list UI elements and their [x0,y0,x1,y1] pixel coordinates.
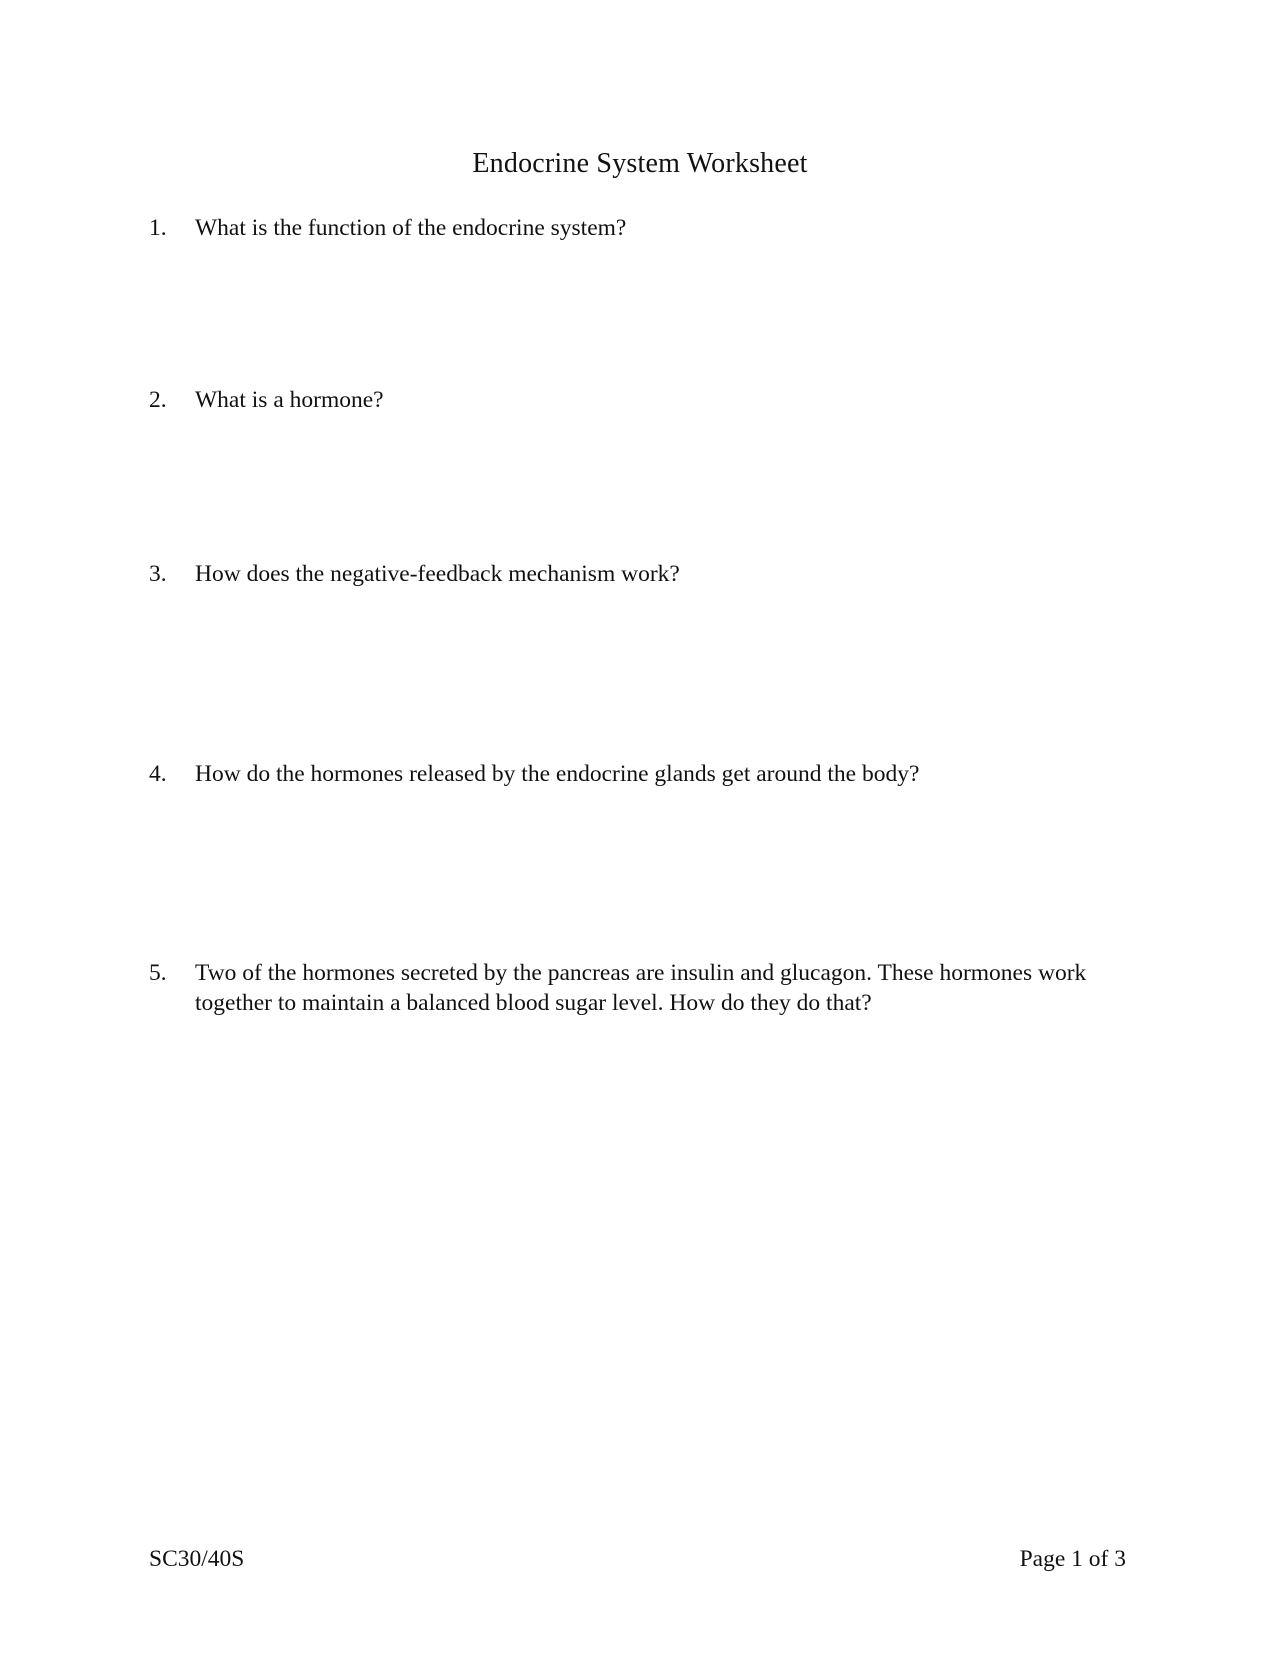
page-number: Page 1 of 3 [1019,1546,1126,1572]
question-item [149,559,1109,589]
question-text: How do the hormones released by the endocrine glands get around the body? [195,761,920,787]
question-text: What is the function of the endocrine system? [195,215,627,241]
page-title: Endocrine System Worksheet [472,148,808,179]
question-text: How does the negative-feedback mechanism work? [195,561,680,587]
course-code: SC30/40S [149,1546,245,1572]
question-text: Two of the hormones secreted by the pancreas are insulin and glucagon. These hormones work together to maintain a balanced blood sugar level. How do they do that? [195,960,1087,1016]
question-number: 2. [149,387,167,413]
question-item [149,385,1109,415]
question-number: 5. [149,960,167,986]
question-item [149,958,1109,1018]
question-number: 4. [149,761,167,787]
question-item [149,759,1109,789]
question-item [149,213,1109,243]
question-text: What is a hormone? [195,387,384,413]
question-number: 1. [149,215,167,241]
question-number: 3. [149,561,167,587]
